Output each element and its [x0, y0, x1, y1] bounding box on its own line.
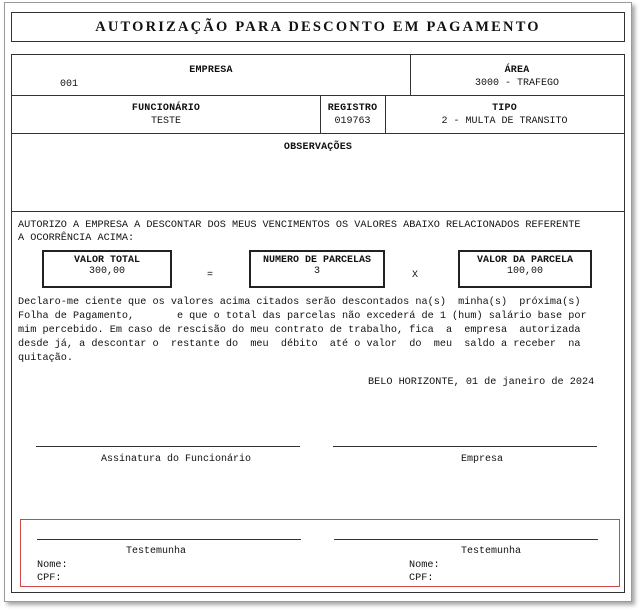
area-label: ÁREA — [504, 65, 530, 76]
funcionario-value: TESTE — [150, 116, 181, 127]
authorization-line-1: AUTORIZO A EMPRESA A DESCONTAR DOS MEUS VENCIMENTOS OS VALORES ABAIXO RELACIONADOS REFERENTE — [18, 220, 581, 231]
witnesses-section — [20, 519, 620, 587]
divider — [12, 211, 624, 212]
signature-label-empresa: Empresa — [460, 454, 503, 465]
authorization-line-2: A OCORRÊNCIA ACIMA: — [18, 233, 135, 244]
registro-label: REGISTRO — [327, 103, 378, 114]
valor-total-value: 300,00 — [88, 266, 125, 277]
authorization-form — [11, 54, 625, 593]
valor-total-box — [42, 250, 172, 288]
divider — [385, 95, 386, 133]
numero-parcelas-label: NUMERO DE PARCELAS — [262, 255, 372, 266]
valor-total-label: VALOR TOTAL — [73, 255, 140, 266]
observacoes-label: OBSERVAÇÕES — [283, 142, 353, 153]
document-page — [4, 2, 632, 602]
witness-1-label: Testemunha — [125, 546, 186, 557]
valor-parcela-box — [458, 250, 592, 288]
signature-label-funcionario: Assinatura do Funcionário — [100, 454, 252, 465]
area-value: 3000 - TRAFEGO — [474, 78, 559, 89]
document-title: AUTORIZAÇÃO PARA DESCONTO EM PAGAMENTO — [11, 12, 625, 42]
valor-parcela-label: VALOR DA PARCELA — [476, 255, 573, 266]
witness-1-cpf-label: CPF: — [37, 573, 62, 584]
times-sign: X — [412, 270, 419, 281]
declaration-line-2: Folha de Pagamento, e que o total das parcelas não excederá de 1 (hum) salário base por — [18, 311, 587, 322]
witness-2-label: Testemunha — [460, 546, 521, 557]
declaration-line-3: mim percebido. Em caso de rescisão do meu contrato de trabalho, fica a empresa autorizada — [18, 325, 581, 336]
declaration-line-1: Declaro-me ciente que os valores acima citados serão descontados na(s) minha(s) próxima(s) — [18, 297, 581, 308]
registro-value: 019763 — [334, 116, 371, 127]
declaration-line-5: quitação. — [18, 353, 74, 364]
equals-sign: = — [207, 270, 214, 281]
witness-2-cpf-label: CPF: — [409, 573, 434, 584]
tipo-value: 2 - MULTA DE TRANSITO — [441, 116, 568, 127]
observacoes-area — [12, 155, 624, 211]
empresa-label: EMPRESA — [189, 65, 233, 76]
valor-parcela-value: 100,00 — [506, 266, 543, 277]
signature-line-empresa — [333, 446, 597, 447]
funcionario-label: FUNCIONÁRIO — [131, 103, 201, 114]
witness-2-line — [334, 539, 598, 540]
divider — [12, 133, 624, 134]
signature-line-funcionario — [36, 446, 300, 447]
numero-parcelas-box — [249, 250, 385, 288]
divider — [12, 95, 624, 96]
witness-1-nome-label: Nome: — [37, 560, 68, 571]
divider — [320, 95, 321, 133]
declaration-line-4: desde já, a descontar o restante do meu débito até o valor do meu saldo a receber na — [18, 339, 581, 350]
tipo-label: TIPO — [492, 103, 517, 114]
place-date: BELO HORIZONTE, 01 de janeiro de 2024 — [368, 377, 595, 388]
witness-2-nome-label: Nome: — [409, 560, 440, 571]
numero-parcelas-value: 3 — [313, 266, 320, 277]
empresa-value: 001 — [60, 79, 79, 90]
witness-1-line — [37, 539, 301, 540]
